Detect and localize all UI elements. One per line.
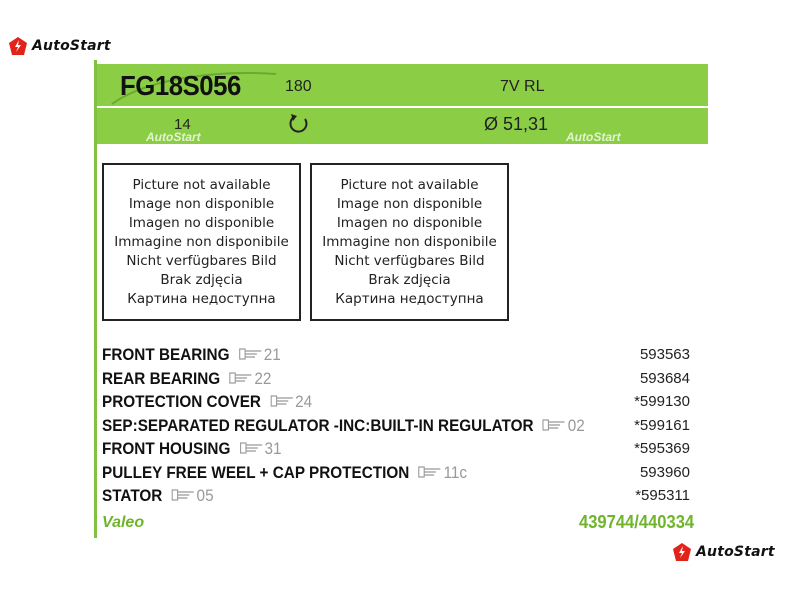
pointing-hand-icon	[418, 465, 443, 479]
picture-text: Картина недоступна	[127, 290, 276, 307]
picture-placeholder	[310, 163, 509, 321]
list-item	[102, 392, 702, 416]
picture-text: Картина недоступна	[335, 290, 484, 307]
part-number: *599161	[634, 416, 690, 434]
part-reference[interactable]	[270, 392, 312, 412]
autostart-logo	[672, 542, 775, 562]
part-reference-number: 05	[196, 486, 214, 505]
list-item	[102, 463, 702, 487]
list-item	[102, 416, 702, 440]
part-reference-number: 22	[254, 368, 272, 388]
part-reference[interactable]	[418, 463, 467, 483]
part-code: FG18S056	[120, 70, 241, 101]
pointing-hand-icon	[171, 488, 196, 502]
list-item	[102, 369, 702, 393]
picture-text: Imagen no disponible	[128, 214, 275, 231]
part-name: FRONT BEARING	[102, 345, 230, 364]
parts-list	[102, 345, 702, 510]
pointing-hand-icon	[229, 371, 254, 385]
part-name: PULLEY FREE WEEL + CAP PROTECTION	[102, 462, 410, 482]
part-name: PROTECTION COVER	[102, 392, 261, 411]
part-reference[interactable]	[543, 416, 585, 436]
cross-references: 439744/440334	[578, 512, 694, 532]
picture-placeholder	[102, 163, 301, 321]
part-name: SEP:SEPARATED REGULATOR -INC:BUILT-IN REGULATOR	[102, 415, 534, 435]
part-reference-number: 21	[263, 345, 281, 364]
watermark-autostart: AutoStart	[566, 130, 621, 144]
header-value-pulley: 7V RL	[500, 78, 545, 95]
list-item	[102, 486, 702, 510]
valeo-brand: Valeo	[102, 514, 145, 531]
part-name: STATOR	[102, 486, 163, 505]
part-name: FRONT HOUSING	[102, 439, 231, 458]
picture-text: Nicht verfügbares Bild	[126, 252, 277, 269]
part-name: REAR BEARING	[102, 368, 221, 388]
part-number: *599130	[634, 393, 690, 410]
watermark-autostart: AutoStart	[146, 130, 201, 144]
pointing-hand-icon	[239, 347, 264, 361]
picture-text: Immagine non disponibile	[322, 233, 497, 250]
part-number: *595311	[635, 487, 690, 504]
picture-text: Immagine non disponibile	[114, 233, 289, 250]
picture-text: Image non disponible	[128, 195, 275, 212]
part-reference-number: 02	[567, 415, 585, 435]
autostart-logo-icon	[8, 36, 28, 56]
header-diameter: Ø 51,31	[484, 114, 549, 134]
part-reference-number: 11c	[443, 462, 468, 482]
rotation-clockwise-icon	[286, 111, 312, 137]
list-item	[102, 439, 702, 463]
picture-text: Picture not available	[340, 176, 479, 193]
pointing-hand-icon	[270, 394, 295, 408]
pointing-hand-icon	[239, 441, 264, 455]
header-value-voltage: 14	[174, 116, 191, 133]
part-number: *595369	[634, 440, 690, 457]
part-number: 593684	[639, 369, 690, 387]
picture-text: Brak zdjęcia	[160, 271, 243, 288]
part-number: 593960	[639, 463, 690, 481]
part-reference[interactable]	[239, 439, 281, 459]
autostart-logo-icon	[672, 542, 692, 562]
part-reference-number: 24	[295, 392, 313, 411]
autostart-logo-text: AutoStart	[696, 544, 775, 560]
part-reference-number: 31	[264, 439, 282, 458]
picture-text: Nicht verfügbares Bild	[334, 252, 485, 269]
list-item	[102, 345, 702, 369]
picture-text: Imagen no disponible	[336, 214, 483, 231]
autostart-logo-text: AutoStart	[32, 38, 111, 54]
part-reference[interactable]	[229, 369, 271, 389]
picture-text: Brak zdjęcia	[368, 271, 451, 288]
part-reference[interactable]	[239, 345, 281, 365]
part-reference[interactable]	[171, 486, 213, 506]
part-number: 593563	[639, 346, 690, 363]
picture-text: Picture not available	[132, 176, 271, 193]
pointing-hand-icon	[543, 418, 568, 432]
header-value-amperage: 180	[285, 78, 312, 95]
autostart-logo	[8, 36, 111, 56]
picture-text: Image non disponible	[336, 195, 483, 212]
